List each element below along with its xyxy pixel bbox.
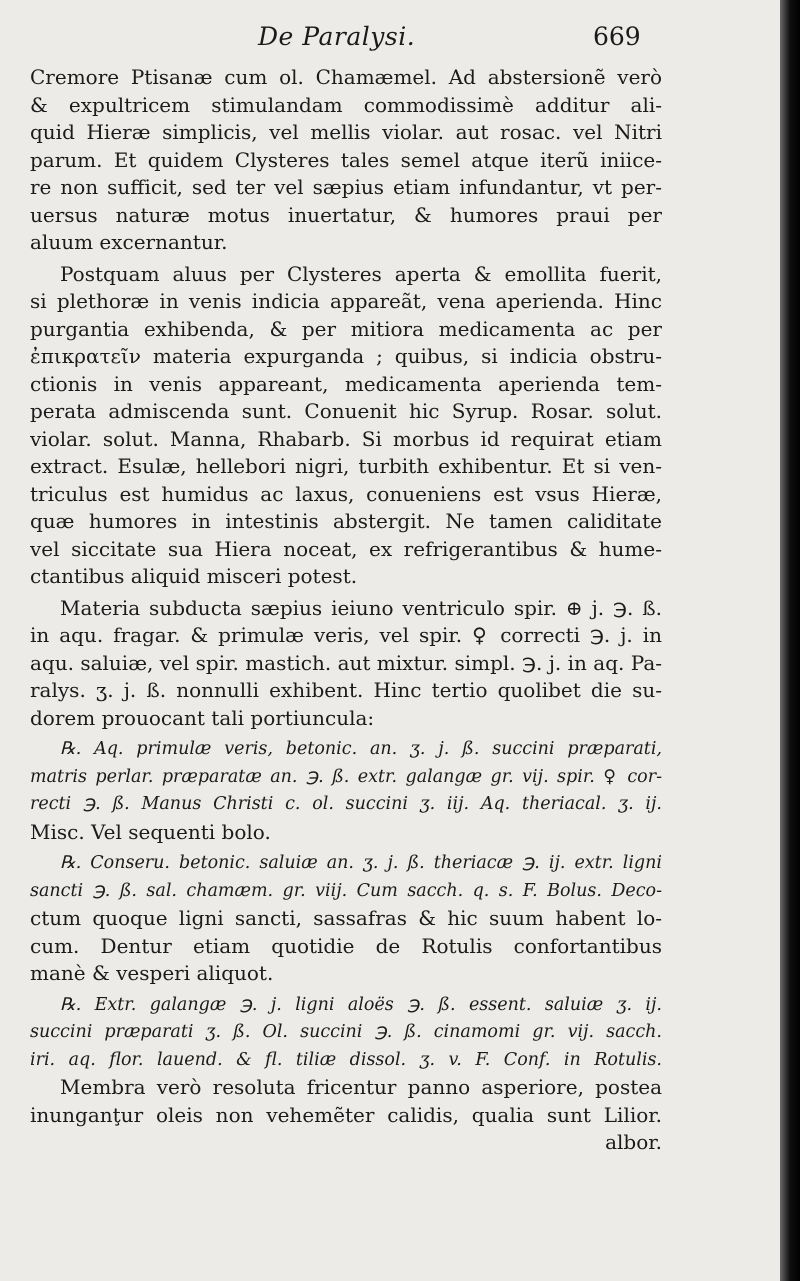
text-line: si plethoræ in venis indicia appareãt, vena aperienda. Hinc xyxy=(30,289,662,313)
text-line: uersus naturæ motus inuertatur, & humores praui per xyxy=(30,202,662,227)
text-line: purgantia exhibenda, & per mitiora medicamenta ac per xyxy=(30,316,662,341)
text-line: cum. Dentur etiam quotidie de Rotulis confortantibus xyxy=(30,933,662,958)
recipe xyxy=(30,992,662,1075)
book-gutter-edge xyxy=(780,0,800,1281)
text-line: vel siccitate sua Hiera noceat, ex refrigerantibus & hume- xyxy=(30,536,662,561)
text-line: Postquam aluus per Clysteres aperta & emollita fuerit, xyxy=(60,261,662,286)
text-line: Misc. Vel sequenti bolo. xyxy=(30,819,271,844)
text-line: Materia subducta sæpius ieiuno ventriculo spir. ⊕ j. ℈. ß. xyxy=(60,595,662,620)
recipe xyxy=(30,850,662,988)
recipe-line: ℞. Extr. galangæ ℈. j. ligni aloës ℈. ß. essent. saluiæ ʒ. ij. xyxy=(60,994,662,1015)
recipe-line: recti ℈. ß. Manus Christi c. ol. succini ʒ. iij. Aq. theriacal. ʒ. ij. xyxy=(30,794,662,814)
recipe-line: ℞. Conseru. betonic. saluiæ an. ʒ. j. ß. theriacæ ℈. ij. extr. ligni xyxy=(60,853,662,873)
text-line: re non sufficit, sed ter vel sæpius etiam infundantur, vt per- xyxy=(30,175,662,199)
catchword: albor. xyxy=(605,1130,662,1154)
recipe-line: ℞. Aq. primulæ veris, betonic. an. ʒ. j. ß. succini præparati, xyxy=(60,739,662,759)
text-line: ἐπικρατεῖν materia expurganda ; quibus, si indicia obstru- xyxy=(30,344,662,368)
recipe-line: sancti ℈. ß. sal. chamæm. gr. viij. Cum sacch. q. s. F. Bolus. Deco- xyxy=(30,880,662,901)
paragraph xyxy=(30,1074,662,1129)
text-line: aluum excernantur. xyxy=(30,230,228,254)
recipe-line: matris perlar. præparatæ an. ℈. ß. extr. galangæ gr. vij. spir. ♀ cor- xyxy=(30,766,662,787)
text-line: ctantibus aliquid misceri potest. xyxy=(30,564,358,588)
text-line: ctionis in venis appareant, medicamenta aperienda tem- xyxy=(30,371,662,396)
text-line: manè & vesperi aliquot. xyxy=(30,961,274,985)
text-line: extract. Esulæ, hellebori nigri, turbith exhibentur. Et si ven- xyxy=(30,454,662,478)
text-line: ctum quoque ligni sancti, sassafras & hic suum habent lo- xyxy=(30,906,662,930)
page-header xyxy=(0,22,780,56)
text-line: parum. Et quidem Clysteres tales semel atque iterũ iniice- xyxy=(30,147,662,172)
text-line: quid Hieræ simplicis, vel mellis violar. aut rosac. vel Nitri xyxy=(30,120,662,144)
text-line: inunganţur oleis non vehemẽter calidis, qualia sunt Lilior. xyxy=(30,1102,662,1127)
text-line: ralys. ʒ. j. ß. nonnulli exhibent. Hinc tertio quolibet die su- xyxy=(30,678,662,702)
running-title: De Paralysi. xyxy=(258,22,416,51)
paragraph xyxy=(30,64,662,257)
text-line: triculus est humidus ac laxus, conueniens est vsus Hieræ, xyxy=(30,481,662,506)
text-line: aqu. saluiæ, vel spir. mastich. aut mixtur. simpl. ℈. j. in aq. Pa- xyxy=(30,650,662,675)
text-line: quæ humores in intestinis abstergit. Ne tamen caliditate xyxy=(30,509,662,533)
text-line: Cremore Ptisanæ cum ol. Chamæmel. Ad abstersionẽ verò xyxy=(30,65,662,89)
body-text xyxy=(30,64,662,1157)
recipe-line: iri. aq. flor. lauend. & fl. tiliæ dissol. ʒ. v. F. Conf. in Rotulis. xyxy=(30,1049,662,1070)
text-line: dorem prouocant tali portiuncula: xyxy=(30,705,375,730)
paragraph xyxy=(30,595,662,733)
text-line: in aqu. fragar. & primulæ veris, vel spir. ♀ correcti ℈. j. in xyxy=(30,623,662,647)
text-line: violar. solut. Manna, Rhabarb. Si morbus id requirat etiam xyxy=(30,426,662,451)
page-number: 669 xyxy=(593,22,641,51)
text-line: perata admiscenda sunt. Conuenit hic Syrup. Rosar. solut. xyxy=(30,399,662,423)
paragraph xyxy=(30,261,662,591)
recipe-line: succini præparati ʒ. ß. Ol. succini ℈. ß. cinamomi gr. vij. sacch. xyxy=(30,1022,662,1042)
text-line: & expultricem stimulandam commodissimè additur ali- xyxy=(30,92,662,117)
text-line: Membra verò resoluta fricentur panno asperiore, postea xyxy=(60,1075,662,1099)
recipe xyxy=(30,736,662,846)
